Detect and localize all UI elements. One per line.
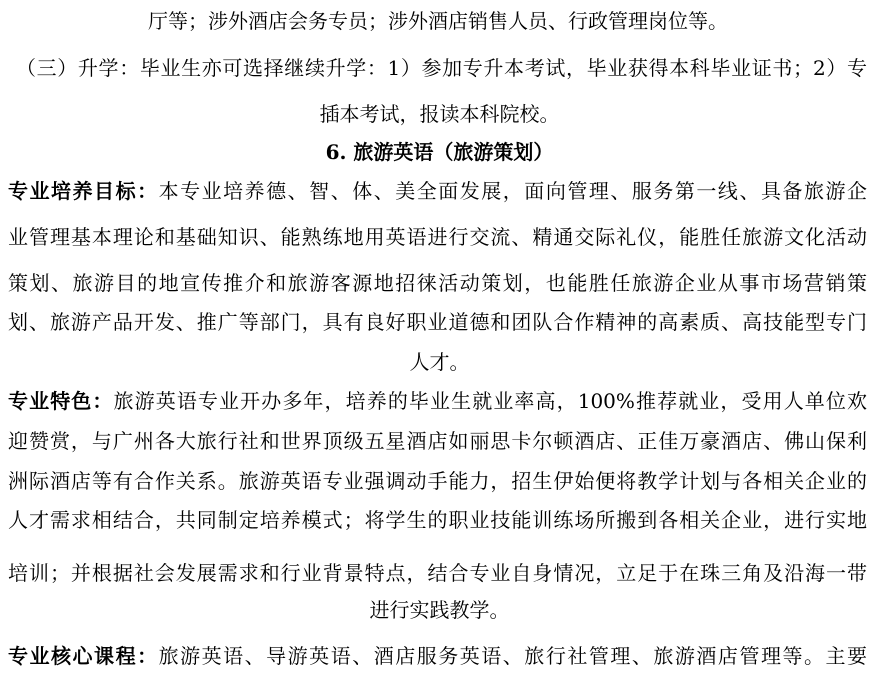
paragraph-line [0, 174, 879, 208]
paragraph-line [0, 384, 879, 418]
paragraph-line: 划、旅游产品开发、推广等部门，具有良好职业道德和团队合作精神的高素质、高技能型专门 [8, 310, 867, 334]
paragraph-line: 进行实践教学。 [369, 598, 510, 622]
course-text: 旅游英语、导游英语、酒店服务英语、旅行社管理、旅游酒店管理等。主要 [158, 644, 868, 668]
paragraph-line [0, 639, 879, 673]
paragraph-line: 策划、旅游目的地宣传推介和旅游客源地招徕活动策划，也能胜任旅游企业从事市场营销策 [8, 271, 867, 295]
course-label: 专业核心课程： [8, 644, 159, 668]
paragraph-line: 人才。 [409, 350, 470, 374]
paragraph-line: 业管理基本理论和基础知识、能熟练地用英语进行交流、精通交际礼仪，能胜任旅游文化活动 [8, 225, 867, 249]
paragraph-line: 洲际酒店等有合作关系。旅游英语专业强调动手能力，招生伊始便将教学计划与各相关企业的 [8, 469, 867, 493]
goal-text: 本专业培养德、智、体、美全面发展，面向管理、服务第一线、具备旅游企 [158, 179, 868, 203]
text-line: 厅等；涉外酒店会务专员；涉外酒店销售人员、行政管理岗位等。 [148, 9, 728, 33]
text-line: （三）升学：毕业生亦可选择继续升学：1）参加专升本考试，毕业获得本科毕业证书；2）专 [16, 56, 867, 80]
feature-text: 旅游英语专业开办多年，培养的毕业生就业率高，100%推荐就业，受用人单位欢 [113, 389, 868, 413]
section-heading: 6. 旅游英语（旅游策划） [325, 140, 554, 164]
goal-label: 专业培养目标： [8, 179, 159, 203]
paragraph-line: 迎赞赏，与广州各大旅行社和世界顶级五星酒店如丽思卡尔顿酒店、正佳万豪酒店、佛山保利 [8, 429, 867, 453]
paragraph-line: 培训；并根据社会发展需求和行业背景特点，结合专业自身情况，立足于在珠三角及沿海一带 [8, 561, 867, 585]
paragraph-line: 人才需求相结合，共同制定培养模式；将学生的职业技能训练场所搬到各相关企业，进行实地 [8, 508, 867, 532]
text-line: 插本考试，报读本科院校。 [319, 102, 560, 126]
feature-label: 专业特色： [8, 389, 114, 413]
